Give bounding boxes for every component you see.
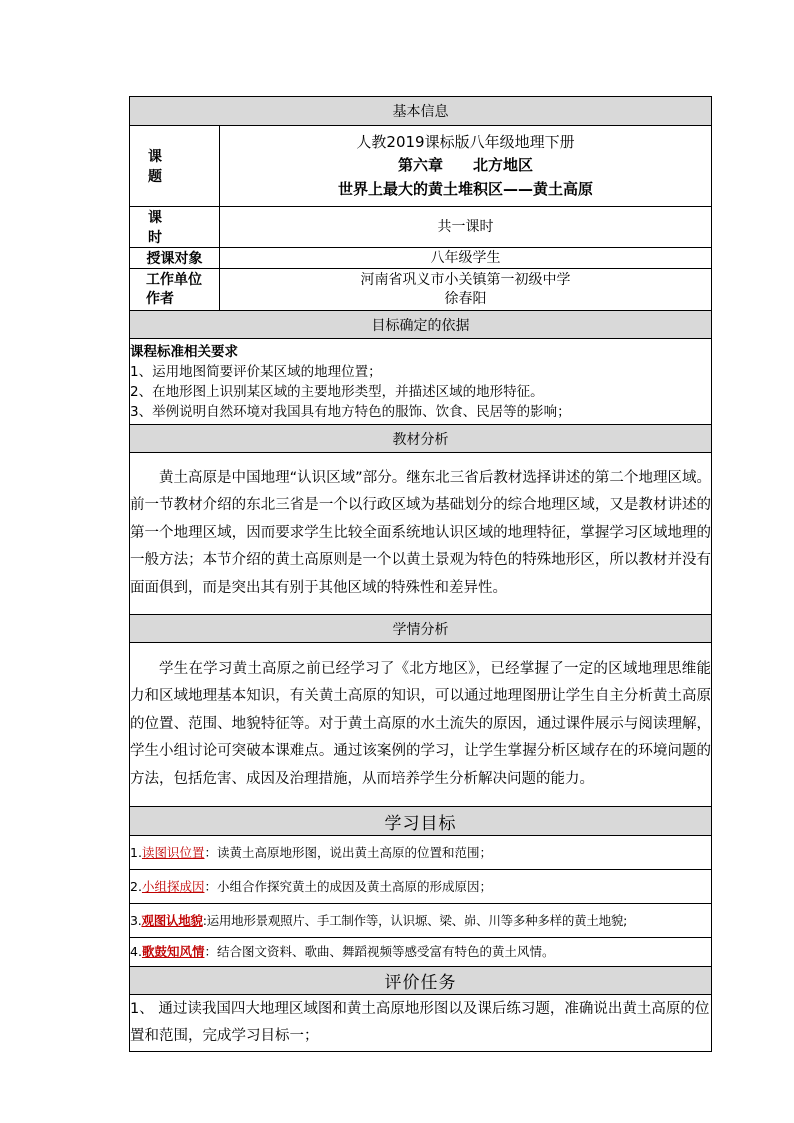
basis-item: 3、举例说明自然环境对我国具有地方特色的服饰、饮食、民居等的影响； [130, 403, 571, 420]
students-analysis: 学生在学习黄土高原之前已经学习了《北方地区》，已经掌握了一定的区域地理思维能力和区域地理基本知识，有关黄土高原的知识，可以通过地理图册让学生自主分析黄土高原的位置、范围、地貌特征等。对于黄土高原的水土流失的原因，通过课件展示与阅读理解，学生小组讨论可突破本课难点。通过该案例的学习，让学生掌握分析区域存在的环境问题的方法，包括危害、成因及治理措施，从而培养学生分析解决问题的能力。 [130, 643, 712, 807]
goal-text: 读黄土高原地形图，说出黄土高原的位置和范围； [216, 844, 492, 860]
goal-text: 小组合作探究黄土的成因及黄土高原的形成原因； [216, 878, 492, 894]
topic-line-1: 人教2019课标版八年级地理下册 [356, 133, 575, 151]
author-label: 作者 [146, 290, 174, 307]
textbook-analysis: 黄土高原是中国地理“认识区域”部分。继东北三省后教材选择讲述的第二个地理区域。前一节教材介绍的东北三省是一个以行政区域为基础划分的综合地理区域，又是教材讲述的第一个地理区域，因而要求学生比较全面系统地认识区域的地理特征，掌握学习区域地理的一般方法；本节介绍的黄土高原则是一个以黄土景观为特色的特殊地形区，所以教材并没有面面俱到，而是突出其有别于其他区域的特殊性和差异性。 [130, 453, 712, 615]
basis-content [130, 339, 712, 425]
topic-label-text: 课 题 [148, 149, 190, 185]
topic-line-3: 世界上最大的黄土堆积区——黄土高原 [337, 180, 593, 198]
period-value: 共一课时 [220, 207, 712, 248]
students-header: 学情分析 [130, 615, 712, 643]
period-label [130, 207, 220, 248]
goal-keyword: 读图识位置 [141, 844, 205, 860]
goal-num: 2. [130, 878, 142, 894]
unit-author-label [130, 269, 220, 311]
topic-chapter: 第六章 [397, 156, 443, 174]
basis-subhead: 课程标准相关要求 [130, 343, 238, 360]
goal-num: 1. [130, 844, 142, 860]
goal-sep: ： [204, 844, 217, 860]
topic-value [220, 126, 712, 207]
unit-label: 工作单位 [146, 271, 202, 288]
goal-sep: ： [204, 878, 217, 894]
topic-region: 北方地区 [473, 156, 534, 174]
audience-value: 八年级学生 [220, 248, 712, 269]
goal-item [130, 904, 712, 938]
unit-author-value [220, 269, 712, 311]
goal-num: 3. [130, 912, 142, 928]
evaluation-item: 1、 通过读我国四大地理区域图和黄土高原地形图以及课后练习题，准确说出黄土高原的位置和范围，完成学习目标一； [130, 995, 712, 1052]
goal-item [130, 836, 712, 870]
basis-item: 1、运用地图简要评价某区域的地理位置； [130, 363, 382, 380]
goal-text: 结合图文资料、歌曲、舞蹈视频等感受富有特色的黄土风情。 [216, 944, 555, 959]
author-value: 徐春阳 [444, 290, 487, 307]
evaluation-header: 评价任务 [130, 967, 712, 995]
goal-item [130, 870, 712, 904]
lesson-plan-table [129, 96, 712, 1052]
goals-header: 学习目标 [130, 807, 712, 836]
goal-sep: ： [204, 944, 217, 959]
goal-item [130, 938, 712, 967]
goal-keyword: 观图认地貌 [141, 912, 203, 928]
topic-label [130, 126, 220, 207]
audience-label: 授课对象 [130, 248, 220, 269]
basic-info-header: 基本信息 [130, 97, 712, 126]
period-label-text: 课 时 [148, 210, 190, 246]
textbook-header: 教材分析 [130, 425, 712, 453]
unit-value: 河南省巩义市小关镇第一初级中学 [360, 271, 571, 288]
goal-num: 4. [130, 944, 142, 959]
topic-line-2 [220, 153, 711, 177]
goal-text: 运用地形景观照片、手工制作等，认识塬、梁、峁、川等多种多样的黄土地貌; [206, 912, 628, 928]
goal-keyword: 小组探成因 [141, 878, 205, 894]
basis-header: 目标确定的依据 [130, 311, 712, 339]
goal-sep: : [202, 912, 207, 928]
basis-item: 2、在地形图上识别某区域的主要地形类型，并描述区域的地形特征。 [130, 383, 544, 400]
goal-keyword: 歌鼓知风情 [141, 944, 205, 959]
